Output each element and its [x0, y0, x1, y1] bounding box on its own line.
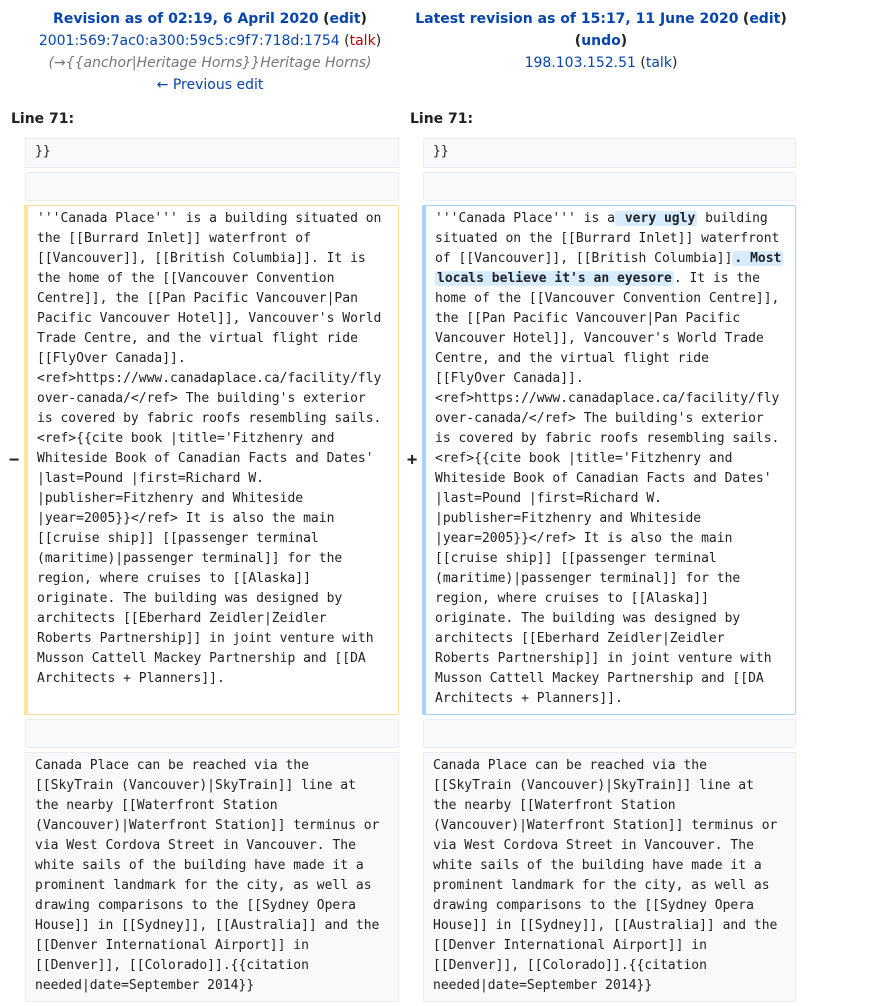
inserted-text-most-locals: . Most [734, 251, 782, 266]
old-revision-user-line: 2001:569:7ac0:a300:59c5:c9f7:718d:1754 (talk) [38, 33, 382, 49]
new-context-line: }} [423, 138, 796, 168]
new-revision-title-line: Latest revision as of 15:17, 11 June 2020 (edit) [415, 11, 787, 27]
new-line-number: Line 71: [410, 111, 474, 127]
new-context-paragraph: Canada Place can be reached via the [[SkyTrain (Vancouver)|SkyTrain]] line at the nearby [[Waterfront Station (Vancouver)|Waterfront Station]] terminus or via West Cordova Street in Vancouver. The white sails of the building have made it a prominent landmark for the city, as well as drawing comparisons to the [[Sydney Opera House]] in [[Sydney]], [[Australia]] and the [[Denver International Airport]] in [[Denver]], [[Colorado]].{{citation needed|date=September 2014}} [423, 752, 796, 1002]
old-line-number: Line 71: [11, 111, 75, 127]
old-context-line: }} [25, 138, 399, 168]
new-revision-user-line: 198.103.152.51 (talk) [524, 55, 678, 71]
old-context-blank-2 [25, 719, 399, 748]
new-revision-talk-link[interactable]: talk [645, 55, 672, 71]
old-revision-edit-link[interactable]: edit [329, 11, 361, 27]
old-revision-edit-summary: (→{{anchor|Heritage Horns}}Heritage Horns) [48, 55, 372, 71]
deleted-text-block: '''Canada Place''' is a building situated on the [[Burrard Inlet]] waterfront of [[Vancouver]], [[British Columbia]]. It is the home of the [[Vancouver Convention Centre]], the [[Pan Pacific Vancouver|Pan Pacific Vancouver Hotel]], Vancouver's World Trade Centre, and the virtual flight ride [[FlyOver Canada]]. <ref>https://www.canadaplace.ca/facility/fly over-canada/</ref> The building's exterior is covered by fabric roofs resembling sails. <ref>{{cite book |title='Fitzhenry and Whiteside Book of Canadian Facts and Dates' |last=Pound |first=Richard W. |publisher=Fitzhenry and Whiteside |year=2005}}</ref> It is also the main [[cruise ship]] [[passenger terminal (maritime)|passenger terminal]] for the region, where cruises to [[Alaska]] originate. The building was designed by architects [[Eberhard Zeidler|Zeidler Roberts Partnership]] in joint venture with Musson Cattell Mackey Partnership and [[DA Architects + Planners]]. [24, 205, 399, 715]
added-line-marker: + [407, 450, 418, 470]
new-revision-user-link[interactable]: 198.103.152.51 [524, 55, 636, 71]
old-revision-title-line: Revision as of 02:19, 6 April 2020 (edit) [53, 11, 367, 27]
previous-edit-link[interactable]: ← Previous edit [156, 77, 264, 93]
new-context-blank-2 [423, 719, 796, 748]
new-revision-header: Latest revision as of 15:17, 11 June 2020 (edit) (undo) 198.103.152.51 (talk) [406, 8, 796, 74]
old-revision-user-link[interactable]: 2001:569:7ac0:a300:59c5:c9f7:718d:1754 [38, 33, 340, 49]
new-context-blank [423, 172, 796, 201]
undo-link[interactable]: undo [581, 33, 621, 49]
new-revision-edit-link[interactable]: edit [749, 11, 781, 27]
edit-summary-section-link[interactable]: {{anchor|Heritage Horns}}Heritage Horns [65, 55, 367, 71]
inserted-text-eyesore: locals believe it's an eyesore [437, 271, 672, 286]
old-context-paragraph: Canada Place can be reached via the [[SkyTrain (Vancouver)|SkyTrain]] line at the nearby [[Waterfront Station (Vancouver)|Waterfront Station]] terminus or via West Cordova Street in Vancouver. The white sails of the building have made it a prominent landmark for the city, as well as drawing comparisons to the [[Sydney Opera House]] in [[Sydney]], [[Australia]] and the [[Denver International Airport]] in [[Denver]], [[Colorado]].{{citation needed|date=September 2014}} [25, 752, 399, 1002]
deleted-line-marker: − [9, 450, 20, 470]
old-revision-header [20, 8, 400, 96]
inserted-text-very-ugly: very ugly [617, 211, 696, 226]
old-revision-link[interactable]: Revision as of 02:19, 6 April 2020 [53, 11, 319, 27]
old-context-blank [25, 172, 399, 201]
new-revision-link[interactable]: Latest revision as of 15:17, 11 June 2020 [415, 11, 739, 27]
old-revision-talk-link[interactable]: talk [349, 33, 376, 49]
added-text-block: '''Canada Place''' is a very ugly building situated on the [[Burrard Inlet]] waterfront of [[Vancouver]], [[British Columbia]] . Most locals believe it's an eyesore . It is the home of the [[Vancouver Convention Centre]], the [[Pan Pacific Vancouver|Pan Pacific Vancouver Hotel]], Vancouver's World Trade Centre, and the virtual flight ride [[FlyOver Canada]]. <ref>https://www.canadaplace.ca/facility/fly over-canada/</ref> The building's exterior is covered by fabric roofs resembling sails. <ref>{{cite book |title='Fitzhenry and Whiteside Book of Canadian Facts and Dates' |last=Pound |first=Richard W. |publisher=Fitzhenry and Whiteside |year=2005}}</ref> It is also the main [[cruise ship]] [[passenger terminal (maritime)|passenger terminal]] for the region, where cruises to [[Alaska]] originate. The building was designed by architects [[Eberhard Zeidler|Zeidler Roberts Partnership]] in joint venture with Musson Cattell Mackey Partnership and [[DA Architects + Planners]]. [422, 205, 796, 715]
